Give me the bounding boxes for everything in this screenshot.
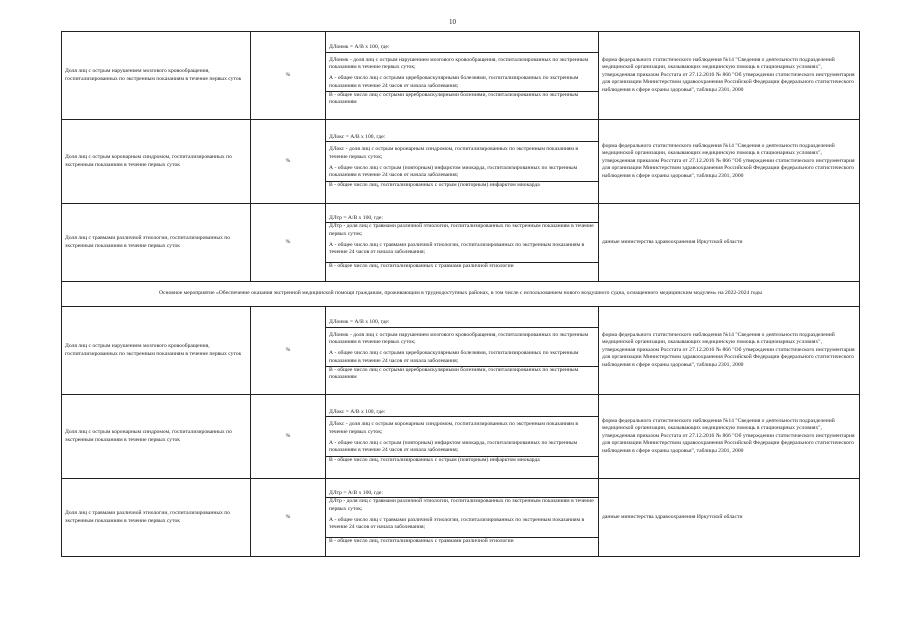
indicator-source: форма федерального статистического наблюдения №14 "Сведения о деятельности подразделений медицинской организации, оказывающих медицинскую помощь в стационарных условиях", утвержденная приказом Росстата от 27.12.2016 № 866 "Об утверждении статистического инструментария для организации Министерством здравоохранения Российской Федерации федерального статистического наблюдения в сфере охраны здоровья", таблицы 2301, 2000: [599, 307, 860, 395]
formula-line: В - общее число лиц, госпитализированных с травмами различной этиологии: [326, 262, 598, 270]
formula-line: А - общее число лиц с травмами различной этиологии, госпитализированных по экстренным показаниям в течение 24 часов от начала заболевания;: [329, 517, 585, 531]
indicator-formula: [326, 479, 599, 557]
indicator-formula: [326, 395, 599, 479]
formula-line: А - общее число лиц с острым (повторным) инфарктом миокарда, госпитализированных по экстренным показаниям в течение 24 часов от начала заболевания;: [329, 165, 578, 179]
indicator-source: форма федерального статистического наблюдения №14 "Сведения о деятельности подразделений медицинской организации, оказывающих медицинскую помощь в стационарных условиях", утвержденная приказом Росстата от 27.12.2016 № 866 "Об утверждении статистического инструментария для организации Министерством здравоохранения Российской Федерации федерального статистического наблюдения в сфере охраны здоровья", таблицы 2301, 2000: [599, 120, 860, 204]
table-row: [62, 307, 860, 395]
indicator-unit: %: [251, 120, 326, 204]
formula-line: ДЛтр - доля лиц с травмами различной этиологии, госпитализированных по экстренным показаниям в течение первых суток;: [329, 498, 594, 512]
section-row: [62, 282, 860, 307]
formula-line: ДЛтр - доля лиц с травмами различной этиологии, госпитализированных по экстренным показаниям в течение первых суток;: [329, 223, 594, 237]
formula-line: В - общее число лиц, госпитализированных с травмами различной этиологии: [326, 537, 598, 545]
indicator-source: данные министерства здравоохранения Иркутской области: [599, 204, 860, 282]
formula-line: ДЛокс - доля лиц с острым коронарным синдромом, госпитализированных по экстренным показаниям в течение первых суток;: [329, 421, 579, 435]
indicator-name: Доля лиц с острым нарушением мозгового кровообращения, госпитализированных по экстренным показаниям в течение первых суток: [62, 307, 251, 395]
indicator-source: форма федерального статистического наблюдения №14 "Сведения о деятельности подразделений медицинской организации, оказывающих медицинскую помощь в стационарных условиях", утвержденная приказом Росстата от 27.12.2016 № 866 "Об утверждении статистического инструментария для организации Министерством здравоохранения Российской Федерации федерального статистического наблюдения в сфере охраны здоровья", таблицы 2301, 2000: [599, 32, 860, 120]
indicator-formula: [326, 307, 599, 395]
formula-line: В - общее число лиц с острыми цереброваскулярными болезнями, госпитализированных по экстренным показаниям: [326, 366, 598, 382]
formula-line: ДЛтр = А/В x 100, где:: [326, 215, 598, 223]
section-title: Основное мероприятие «Обеспечение оказания экстренной медицинской помощи гражданам, проживающим в труднодоступных районах, в том числе с использованием нового воздушного судна, оснащенного медицинским модулем» на 2022-2024 годы: [62, 282, 860, 307]
formula-line: А - общее число лиц с травмами различной этиологии, госпитализированных по экстренным показаниям в течение 24 часов от начала заболевания;: [329, 242, 585, 256]
indicator-unit: %: [251, 32, 326, 120]
formula-line: ДЛонмк - доля лиц с острым нарушением мозгового кровообращения, госпитализированных по экстренным показаниям в течение первых суток;: [329, 331, 589, 345]
formula-line: ДЛонмк = А/В x 100, где:: [326, 319, 598, 327]
indicators-table: [61, 31, 860, 557]
indicator-formula: [326, 204, 599, 282]
formula-line: В - общее число лиц с острыми цереброваскулярными болезнями, госпитализированных по экстренным показаниям: [326, 91, 598, 107]
formula-line: А - общее число лиц с острым (повторным) инфарктом миокарда, госпитализированных по экстренным показаниям в течение 24 часов от начала заболевания;: [329, 440, 578, 454]
formula-line: А - общее число лиц с острыми цереброваскулярными болезнями, госпитализированных по экстренным показаниям в течение 24 часов от начала заболевания;: [329, 75, 579, 89]
formula-line: В - общее число лиц, госпитализированных с острым (повторным) инфарктом миокарда: [326, 456, 598, 464]
indicator-name: Доля лиц с травмами различной этиологии, госпитализированных по экстренным показаниям в течение первых суток: [62, 479, 251, 557]
formula-line: ДЛокс = А/В x 100, где:: [326, 409, 598, 417]
indicator-unit: %: [251, 395, 326, 479]
indicator-formula: [326, 32, 599, 120]
indicator-source: данные министерства здравоохранения Иркутской области: [599, 479, 860, 557]
formula-line: А - общее число лиц с острыми цереброваскулярными болезнями, госпитализированных по экстренным показаниям в течение 24 часов от начала заболевания;: [329, 350, 579, 364]
table-row: [62, 32, 860, 120]
indicator-name: Доля лиц с травмами различной этиологии, госпитализированных по экстренным показаниям в течение первых суток: [62, 204, 251, 282]
indicator-unit: %: [251, 204, 326, 282]
table-row: [62, 204, 860, 282]
indicator-name: Доля лиц с острым нарушением мозгового кровообращения, госпитализированных по экстренным показаниям в течение первых суток: [62, 32, 251, 120]
page-number: 10: [449, 18, 456, 26]
formula-line: ДЛокс - доля лиц с острым коронарным синдромом, госпитализированных по экстренным показаниям в течение первых суток;: [329, 146, 579, 160]
table-row: [62, 395, 860, 479]
indicator-unit: %: [251, 479, 326, 557]
indicator-source: форма федерального статистического наблюдения №14 "Сведения о деятельности подразделений медицинской организации, оказывающих медицинскую помощь в стационарных условиях", утвержденная приказом Росстата от 27.12.2016 № 866 "Об утверждении статистического инструментария для организации Министерством здравоохранения Российской Федерации федерального статистического наблюдения в сфере охраны здоровья", таблицы 2301, 2000: [599, 395, 860, 479]
formula-line: ДЛонмк = А/В x 100, где:: [326, 44, 598, 52]
table-row: [62, 479, 860, 557]
indicator-unit: %: [251, 307, 326, 395]
formula-line: В - общее число лиц, госпитализированных с острым (повторным) инфарктом миокарда: [326, 181, 598, 189]
indicator-formula: [326, 120, 599, 204]
formula-line: ДЛтр = А/В x 100, где:: [326, 490, 598, 498]
indicator-name: Доля лиц с острым коронарным синдромом, госпитализированных по экстренным показаниям в течение первых суток: [62, 395, 251, 479]
formula-line: ДЛокс = А/В x 100, где:: [326, 134, 598, 142]
indicator-name: Доля лиц с острым коронарным синдромом, госпитализированных по экстренным показаниям в течение первых суток: [62, 120, 251, 204]
table-row: [62, 120, 860, 204]
formula-line: ДЛонмк - доля лиц с острым нарушением мозгового кровообращения, госпитализированных по экстренным показаниям в течение первых суток;: [329, 56, 589, 70]
